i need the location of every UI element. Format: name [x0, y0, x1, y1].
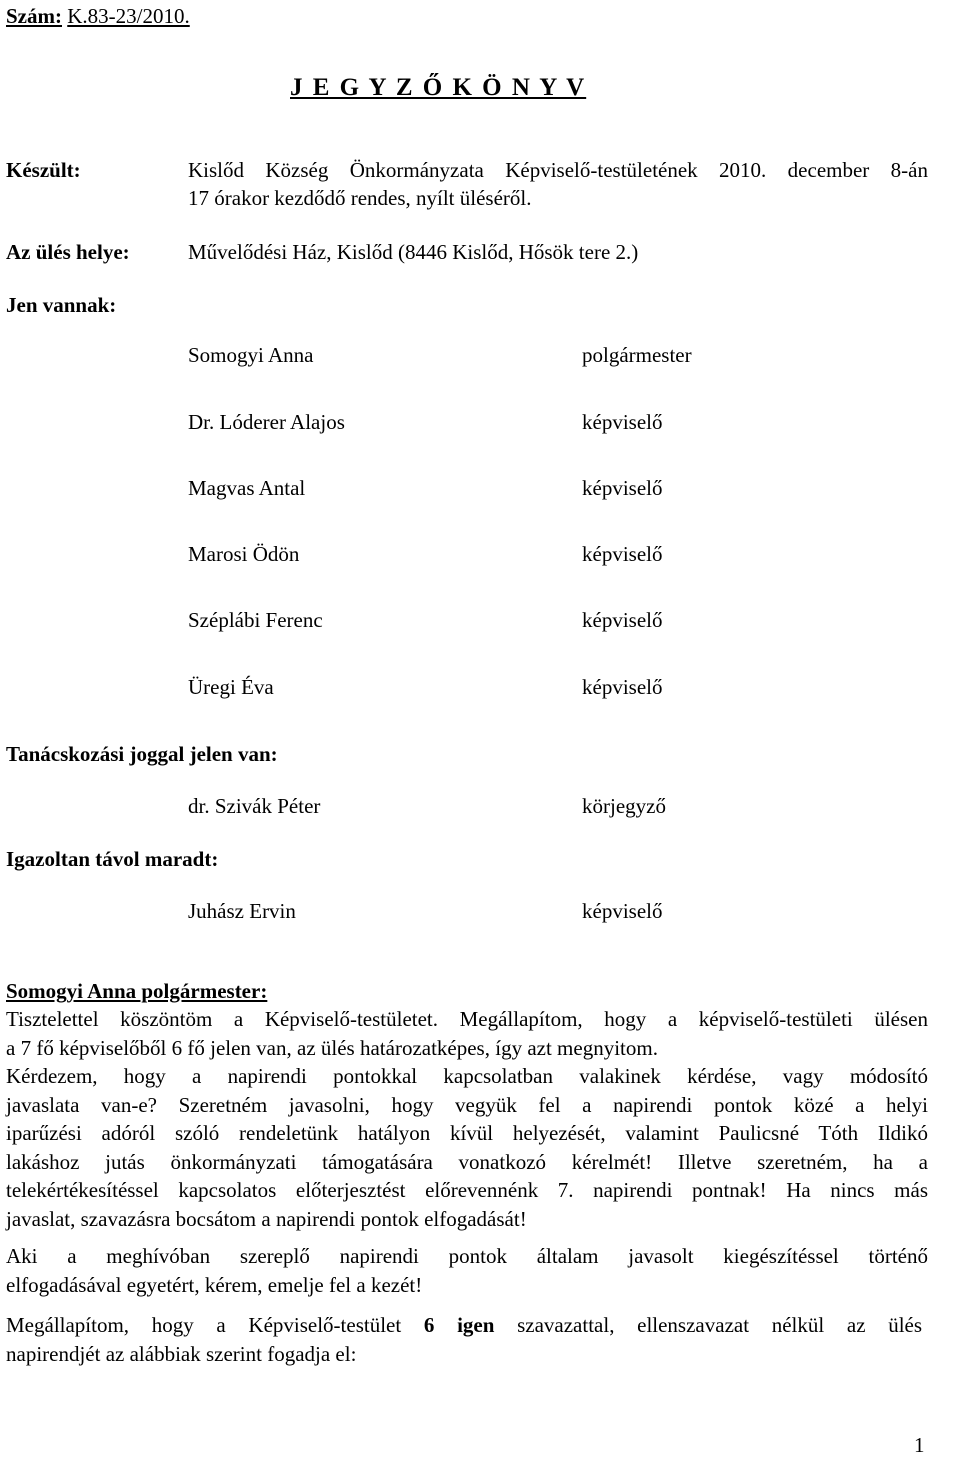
- attendee-name: Dr. Lóderer Alajos: [188, 410, 345, 434]
- speech-paragraph-3: [6, 1311, 922, 1368]
- advisory-name: dr. Szivák Péter: [188, 794, 321, 818]
- attendee-name: Üregi Éva: [188, 675, 274, 699]
- paragraph-line: javaslata van-e? Szeretném javasolni, hogy vegyük fel a napirendi pontok közé a helyi: [6, 1092, 928, 1117]
- attendee-name: Magvas Antal: [188, 476, 306, 500]
- speech-paragraph-1: [6, 1005, 928, 1233]
- attendee-role: képviselő: [582, 608, 663, 632]
- made-line1: Kislőd Község Önkormányzata Képviselő-testületének 2010. december 8-án: [188, 158, 928, 182]
- number-label: Szám:: [6, 4, 62, 28]
- document-title: J E G Y Z Ő K Ö N Y V: [290, 74, 587, 101]
- paragraph-line: Tisztelettel köszöntöm a Képviselő-testületet. Megállapítom, hogy a képviselő-testületi ülésen: [6, 1007, 928, 1031]
- attendee-role: képviselő: [582, 476, 663, 500]
- paragraph-text: Megállapítom, hogy a Képviselő-testület: [6, 1313, 402, 1337]
- venue-value: Művelődési Ház, Kislőd (8446 Kislőd, Hősök tere 2.): [188, 240, 639, 264]
- paragraph-line: Aki a meghívóban szereplő napirendi pontok általam javasolt kiegészítéssel történő: [6, 1244, 928, 1268]
- paragraph-line: javaslat, szavazásra bocsátom a napirendi pontok elfogadását!: [6, 1206, 527, 1231]
- attendee-name: Széplábi Ferenc: [188, 608, 323, 632]
- paragraph-line: iparűzési adóról szóló rendeletünk hatályon kívül helyezését, valamint Paulicsné Tóth Ildikó: [6, 1121, 928, 1145]
- attendee-role: képviselő: [582, 410, 663, 434]
- attendee-role: képviselő: [582, 542, 663, 566]
- absent-label: Igazoltan távol maradt:: [6, 847, 219, 871]
- absent-name: Juhász Ervin: [188, 899, 296, 923]
- absent-role: képviselő: [582, 899, 663, 923]
- attendee-name: Marosi Ödön: [188, 542, 300, 566]
- venue-label: Az ülés helye:: [6, 240, 130, 264]
- number-value: K.83-23/2010.: [67, 4, 190, 28]
- speech-paragraph-2: [6, 1242, 928, 1299]
- attendee-role: polgármester: [582, 343, 692, 367]
- made-line2: 17 órakor kezdődő rendes, nyílt üléséről.: [188, 186, 532, 210]
- document-number: [6, 4, 190, 29]
- paragraph-line: Kérdezem, hogy a napirendi pontokkal kapcsolatban valakinek kérdése, vagy módosító: [6, 1064, 928, 1088]
- paragraph-line: elfogadásával egyetért, kérem, emelje fel a kezét!: [6, 1272, 423, 1297]
- attendee-name: Somogyi Anna: [188, 343, 314, 367]
- made-label: Készült:: [6, 158, 81, 182]
- paragraph-line: napirendjét az alábbiak szerint fogadja el:: [6, 1341, 357, 1366]
- paragraph-line: telekértékesítéssel kapcsolatos előterjesztést előrevennénk 7. napirendi pontnak! Ha nincs más: [6, 1178, 928, 1202]
- paragraph-line: lakáshoz jutás önkormányzati támogatására vonatkozó kérelmét! Illetve szeretném, ha a: [6, 1149, 928, 1174]
- speaker-heading: Somogyi Anna polgármester:: [6, 979, 268, 1003]
- attendee-role: képviselő: [582, 675, 663, 699]
- page-number: 1: [914, 1433, 925, 1457]
- present-label: Jen vannak:: [6, 293, 117, 317]
- advisory-role: körjegyző: [582, 794, 666, 818]
- vote-count: 6 igen: [423, 1313, 495, 1337]
- paragraph-line: [6, 1311, 922, 1340]
- advisory-label: Tanácskozási joggal jelen van:: [6, 742, 278, 766]
- paragraph-text: szavazattal, ellenszavazat nélkül az ülés: [517, 1313, 923, 1337]
- paragraph-line: a 7 fő képviselőből 6 fő jelen van, az ülés határozatképes, így azt megnyitom.: [6, 1035, 658, 1060]
